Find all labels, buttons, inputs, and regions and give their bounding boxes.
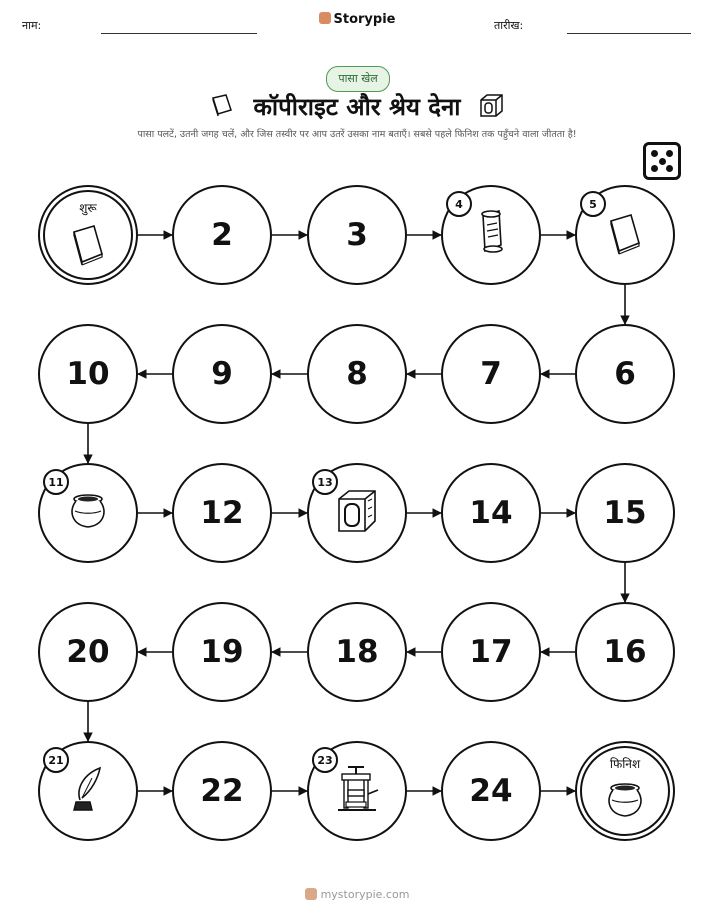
board-space-8 xyxy=(307,324,407,424)
space-number: 14 xyxy=(469,495,513,531)
start-space xyxy=(38,185,138,285)
board-space-10 xyxy=(38,324,138,424)
space-number: 24 xyxy=(469,773,513,809)
space-number: 16 xyxy=(603,634,647,670)
letter-block-icon xyxy=(333,487,381,539)
board-space-15 xyxy=(575,463,675,563)
board-space-16 xyxy=(575,602,675,702)
space-number: 8 xyxy=(346,356,368,392)
board-space-4 xyxy=(441,185,541,285)
printing-press-icon xyxy=(332,764,382,818)
space-number: 7 xyxy=(480,356,502,392)
brand-name: Storypie xyxy=(333,12,396,27)
space-number: 5 xyxy=(580,191,606,217)
board-space-11 xyxy=(38,463,138,563)
space-number: 4 xyxy=(446,191,472,217)
space-number: 22 xyxy=(200,773,244,809)
space-number: 18 xyxy=(335,634,379,670)
book-icon xyxy=(68,222,108,270)
finish-space xyxy=(575,741,675,841)
game-type-badge: पासा खेल xyxy=(326,66,390,92)
board-space-19 xyxy=(172,602,272,702)
space-number: 20 xyxy=(66,634,110,670)
board-space-21 xyxy=(38,741,138,841)
scroll-icon xyxy=(471,209,511,261)
page-title: कॉपीराइट और श्रेय देना xyxy=(253,93,461,121)
space-number: 12 xyxy=(200,495,244,531)
space-number: 23 xyxy=(312,747,338,773)
board-space-14 xyxy=(441,463,541,563)
board-space-17 xyxy=(441,602,541,702)
quill-inkpot-icon xyxy=(66,764,110,818)
board-space-5 xyxy=(575,185,675,285)
board-space-23 xyxy=(307,741,407,841)
pot-icon xyxy=(603,780,647,824)
board-space-20 xyxy=(38,602,138,702)
instructions: पासा पलटें, उतनी जगह चलें, और जिस तस्वीर पर आप उतरें उसका नाम बताएँ। सबसे पहले फिनिश तक पहुँचने वाला जीतता है! xyxy=(137,129,577,140)
book-icon xyxy=(605,211,645,259)
board-space-18 xyxy=(307,602,407,702)
space-number: 17 xyxy=(469,634,513,670)
board-space-13 xyxy=(307,463,407,563)
board-space-9 xyxy=(172,324,272,424)
board-space-3 xyxy=(307,185,407,285)
space-number: 2 xyxy=(211,217,233,253)
footer-brand xyxy=(0,888,714,901)
space-number: 9 xyxy=(211,356,233,392)
space-number: 10 xyxy=(66,356,110,392)
space-number: 15 xyxy=(603,495,647,531)
board-space-7 xyxy=(441,324,541,424)
finish-label: फिनिश xyxy=(609,757,641,771)
space-number: 3 xyxy=(346,217,368,253)
start-label: शुरू xyxy=(79,201,97,215)
storypie-logo-icon xyxy=(305,888,317,900)
pot-icon xyxy=(66,491,110,535)
space-number: 6 xyxy=(614,356,636,392)
date-label: तारीख: xyxy=(494,19,524,32)
name-label: नाम: xyxy=(22,19,42,32)
board-space-2 xyxy=(172,185,272,285)
space-number: 21 xyxy=(43,747,69,773)
board-space-6 xyxy=(575,324,675,424)
board-space-12 xyxy=(172,463,272,563)
board-space-24 xyxy=(441,741,541,841)
board-space-22 xyxy=(172,741,272,841)
space-number: 13 xyxy=(312,469,338,495)
footer-url: mystorypie.com xyxy=(320,888,410,901)
space-number: 11 xyxy=(43,469,69,495)
space-number: 19 xyxy=(200,634,244,670)
